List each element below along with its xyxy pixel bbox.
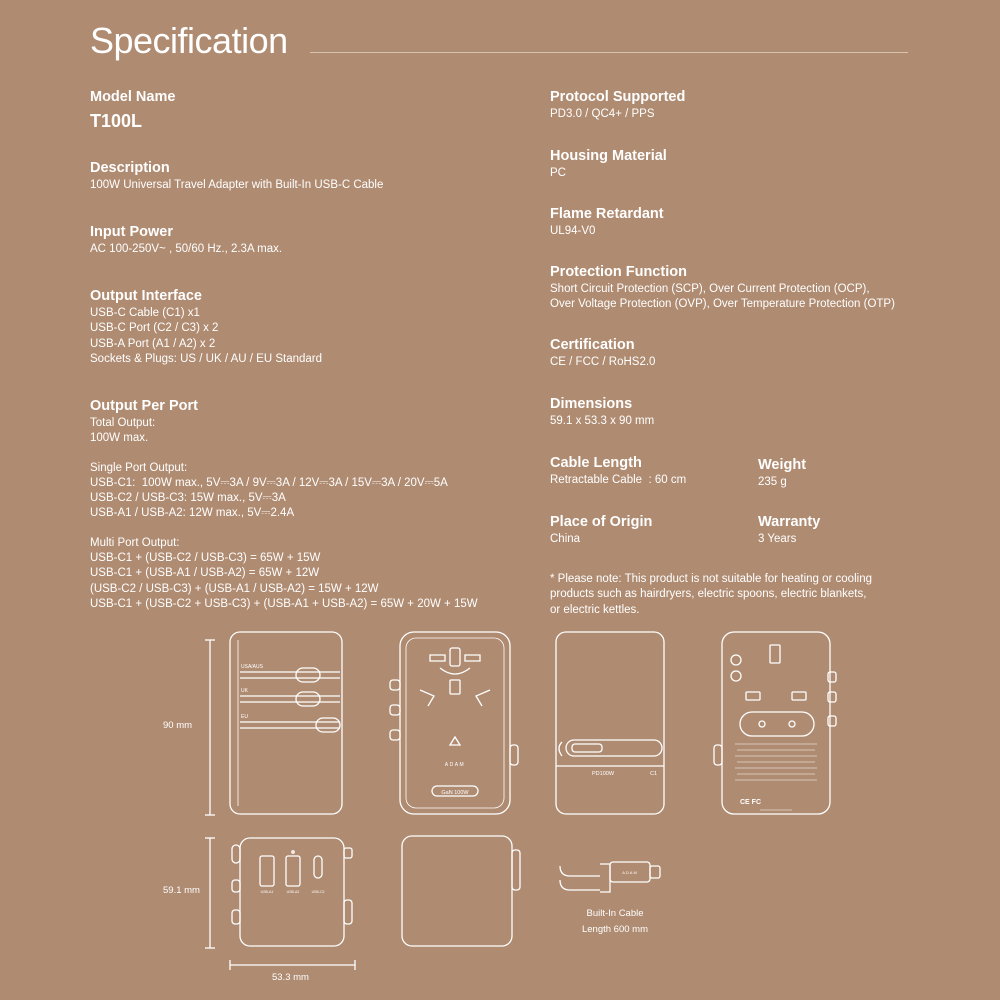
port-label: USB-A2 <box>286 890 300 894</box>
width-dimension-label: 53.3 mm <box>272 972 309 983</box>
height-dimension-label: 90 mm <box>163 720 193 731</box>
dimensions-heading: Dimensions <box>550 396 633 412</box>
flame-value: UL94-V0 <box>550 225 596 237</box>
single-port-line: USB-C2 / USB-C3: 15W max., 5V⎓3A <box>90 492 286 505</box>
housing-value: PC <box>550 167 566 179</box>
front-view-socket <box>390 632 518 814</box>
certification-heading: Certification <box>550 337 635 353</box>
width-dimension-line <box>230 960 355 970</box>
side-view-cable <box>556 632 664 814</box>
depth-dimension-label: 59.1 mm <box>163 885 200 896</box>
cable-port-label: C1 <box>650 771 658 777</box>
output-interface-line: USB-A Port (A1 / A2) x 2 <box>90 337 216 350</box>
weight-value: 235 g <box>758 476 787 488</box>
output-interface-line: USB-C Cable (C1) x1 <box>90 307 200 319</box>
model-name-heading: Model Name <box>90 89 176 105</box>
description-line: 100W Universal Travel Adapter with Built-In USB-C Cable <box>90 179 384 191</box>
origin-value: China <box>550 533 581 545</box>
note-line: * Please note: This product is not suitable for heating or cooling <box>550 573 872 585</box>
gan-badge: GaN 100W <box>441 790 469 796</box>
protocol-heading: Protocol Supported <box>550 89 686 105</box>
multi-port-line: Multi Port Output: <box>90 536 180 549</box>
bottom-view <box>402 836 520 946</box>
dimensions-value: 59.1 x 53.3 x 90 mm <box>550 415 655 427</box>
multi-port-line: (USB-C2 / USB-C3) + (USB-A1 / USB-A2) = 15W + 12W <box>90 582 379 595</box>
description-heading: Description <box>90 160 170 176</box>
page-title: Specification <box>90 20 288 61</box>
port-label: USB-C2 <box>311 890 325 894</box>
builtin-cable-caption-line: Length 600 mm <box>581 924 648 935</box>
model-name-value: T100L <box>90 111 143 131</box>
cable-length-heading: Cable Length <box>550 455 642 471</box>
housing-heading: Housing Material <box>550 148 667 164</box>
certification-value: CE / FCC / RoHS2.0 <box>550 356 656 368</box>
builtin-cable-caption-line: Built-In Cable <box>586 908 644 919</box>
total-output-line: 100W max. <box>90 432 149 445</box>
protection-line: Short Circuit Protection (SCP), Over Current Protection (OCP), <box>550 283 870 295</box>
front-brand-mark: ADAM <box>444 762 466 768</box>
output-per-port-heading: Output Per Port <box>90 398 198 414</box>
slider-label: EU <box>241 714 248 720</box>
input-power-heading: Input Power <box>90 224 173 240</box>
single-port-line: Single Port Output: <box>90 461 188 474</box>
warranty-heading: Warranty <box>758 514 821 530</box>
height-dimension-line <box>205 640 215 815</box>
single-port-line: USB-C1: 100W max., 5V⎓3A / 9V⎓3A / 12V⎓3A / 15V⎓3A / 20V⎓5A <box>90 476 448 489</box>
note-line: products such as hairdryers, electric spoons, electric blankets, <box>550 588 867 601</box>
protocol-value: PD3.0 / QC4+ / PPS <box>550 108 655 120</box>
output-interface-line: USB-C Port (C2 / C3) x 2 <box>90 322 219 335</box>
multi-port-line: USB-C1 + (USB-A1 / USB-A2) = 65W + 12W <box>90 567 320 580</box>
cable-brand-mark: ADAM <box>622 870 638 875</box>
back-view-label <box>714 632 836 814</box>
side-view-sliders <box>230 632 342 814</box>
multi-port-line: USB-C1 + (USB-C2 / USB-C3) = 65W + 15W <box>90 552 321 565</box>
output-interface-heading: Output Interface <box>90 288 202 304</box>
weight-heading: Weight <box>758 457 807 473</box>
output-interface-line: Sockets & Plugs: US / UK / AU / EU Standard <box>90 352 323 365</box>
total-output-line: Total Output: <box>90 417 156 429</box>
protection-heading: Protection Function <box>550 264 687 280</box>
origin-heading: Place of Origin <box>550 514 653 530</box>
protection-line: Over Voltage Protection (OVP), Over Temperature Protection (OTP) <box>550 298 895 311</box>
cable-label: PD100W <box>592 771 615 777</box>
builtin-cable-drawing <box>560 862 660 892</box>
single-port-line: USB-A1 / USB-A2: 12W max., 5V⎓2.4A <box>90 507 295 520</box>
warranty-value: 3 Years <box>758 533 797 545</box>
slider-label: USA/AUS <box>241 664 263 670</box>
port-label: USB-A1 <box>260 890 274 894</box>
cable-length-value: Retractable Cable : 60 cm <box>550 474 687 486</box>
note-line: or electric kettles. <box>550 603 640 616</box>
compliance-marks: CE FC <box>740 799 761 806</box>
slider-label: UK <box>241 688 248 694</box>
flame-heading: Flame Retardant <box>550 206 664 222</box>
depth-dimension-line <box>205 838 215 948</box>
input-power-line: AC 100-250V~ , 50/60 Hz., 2.3A max. <box>90 243 283 255</box>
multi-port-line: USB-C1 + (USB-C2 + USB-C3) + (USB-A1 + USB-A2) = 65W + 20W + 15W <box>90 597 478 610</box>
